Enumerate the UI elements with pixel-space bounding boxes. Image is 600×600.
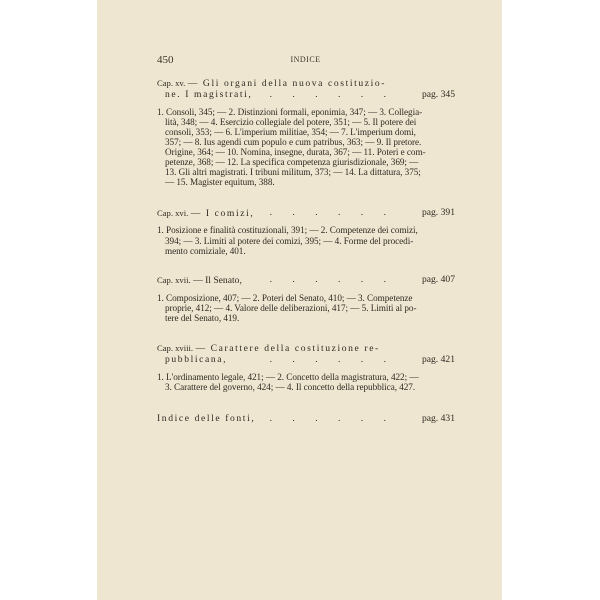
chapter-summary (157, 225, 455, 255)
spacer (157, 392, 455, 414)
summary-line: Origine, 364; — 10. Nomina, insegne, durata, 367; — 11. Poteri e com- (165, 147, 426, 158)
page-ref: pag. 345 (421, 88, 455, 100)
chapter-title: — Il Senato, (193, 274, 242, 286)
chapter-label: Cap. xviii. (157, 342, 194, 353)
spacer (157, 188, 455, 208)
chapter-entry-xvii (157, 275, 455, 323)
chapter-entry-xviii (157, 343, 455, 392)
page-number: 450 (157, 54, 174, 66)
index-content (157, 78, 455, 425)
summary-line: 13. Gli altri magistrati. I tribuni militum, 373; — 14. La dittatura, 375; (165, 167, 421, 178)
summary-line: — 15. Magister equitum, 388. (165, 177, 275, 188)
chapter-summary (157, 372, 455, 392)
summary-line: consoli, 353; — 6. L'imperium militiae, 354; — 7. L'imperium domi, (165, 127, 416, 137)
chapter-title-line (157, 208, 455, 220)
summary-line: 1. Consoli, 345; — 2. Distinzioni formali, eponimia, 347; — 3. Collegia- (157, 106, 423, 117)
chapter-title: — Carattere della costituzione re- (195, 342, 380, 354)
chapter-title: — I comizi, (190, 207, 255, 219)
leader-dots: . . . . . . (269, 206, 395, 218)
summary-line: mento comiziale, 401. (165, 245, 246, 256)
running-title: INDICE (290, 55, 321, 64)
chapter-title-cont: ne. I magistrati, (165, 88, 253, 100)
chapter-title: — Gli organi della nuova costituzio- (187, 78, 387, 89)
book-page (97, 0, 502, 600)
summary-line: lità, 348; — 4. Esercizio collegiale del potere, 351; — 5. Il potere dei (165, 116, 417, 127)
summary-line: 394; — 3. Limiti al potere dei comizi, 395; — 4. Forme del procedi- (165, 235, 414, 246)
summary-line: 1. Composizione, 407; — 2. Poteri del Senato, 410; — 3. Competenze (157, 292, 413, 303)
spacer (157, 256, 455, 275)
page-ref: pag. 421 (421, 353, 455, 365)
index-sources-entry (157, 414, 455, 425)
page-ref: pag. 391 (421, 206, 455, 218)
summary-line: 1. Posizione e finalità costituzionali, 391; — 2. Competenze dei comizi, (157, 225, 418, 236)
leader-dots: . . . . . . (269, 353, 395, 365)
summary-line: tere del Senato, 419. (165, 312, 240, 323)
index-sources-title: Indice delle fonti, (157, 412, 256, 424)
chapter-summary (157, 293, 455, 323)
leader-dots: . . . . . . (269, 88, 395, 100)
chapter-label: Cap. xv. (157, 78, 186, 88)
chapter-title-line (157, 275, 455, 287)
chapter-title-line (157, 90, 455, 101)
summary-line: petenze, 368; — 12. La specifica competenza giurisdizionale, 369; — (165, 157, 419, 168)
summary-line: 1. L'ordinamento legale, 421; — 2. Concetto della magistratura, 422; — (157, 371, 419, 382)
chapter-label: Cap. xvi. (157, 207, 189, 218)
chapter-entry-xvi (157, 208, 455, 256)
page-ref: pag. 431 (421, 412, 455, 424)
summary-line: proprie, 412; — 4. Valore delle deliberazioni, 417; — 5. Limiti al po- (165, 302, 417, 313)
spacer (157, 323, 455, 343)
leader-dots: . . . . . . (269, 412, 395, 424)
page-header (157, 54, 454, 68)
leader-dots: . . . . . . (269, 273, 395, 285)
page-ref: pag. 407 (421, 273, 455, 285)
chapter-summary (157, 107, 455, 188)
summary-line: 357; — 8. Ius agendi cum populo e cum patribus, 363; — 9. Il pretore. (165, 137, 422, 148)
chapter-entry-xv (157, 78, 455, 188)
chapter-title-line (157, 355, 455, 366)
summary-line: 3. Carattere del governo, 424; — 4. Il concetto della repubblica, 427. (165, 381, 416, 392)
chapter-label: Cap. xvii. (157, 274, 191, 285)
chapter-title-cont: pubblicana, (165, 353, 228, 365)
